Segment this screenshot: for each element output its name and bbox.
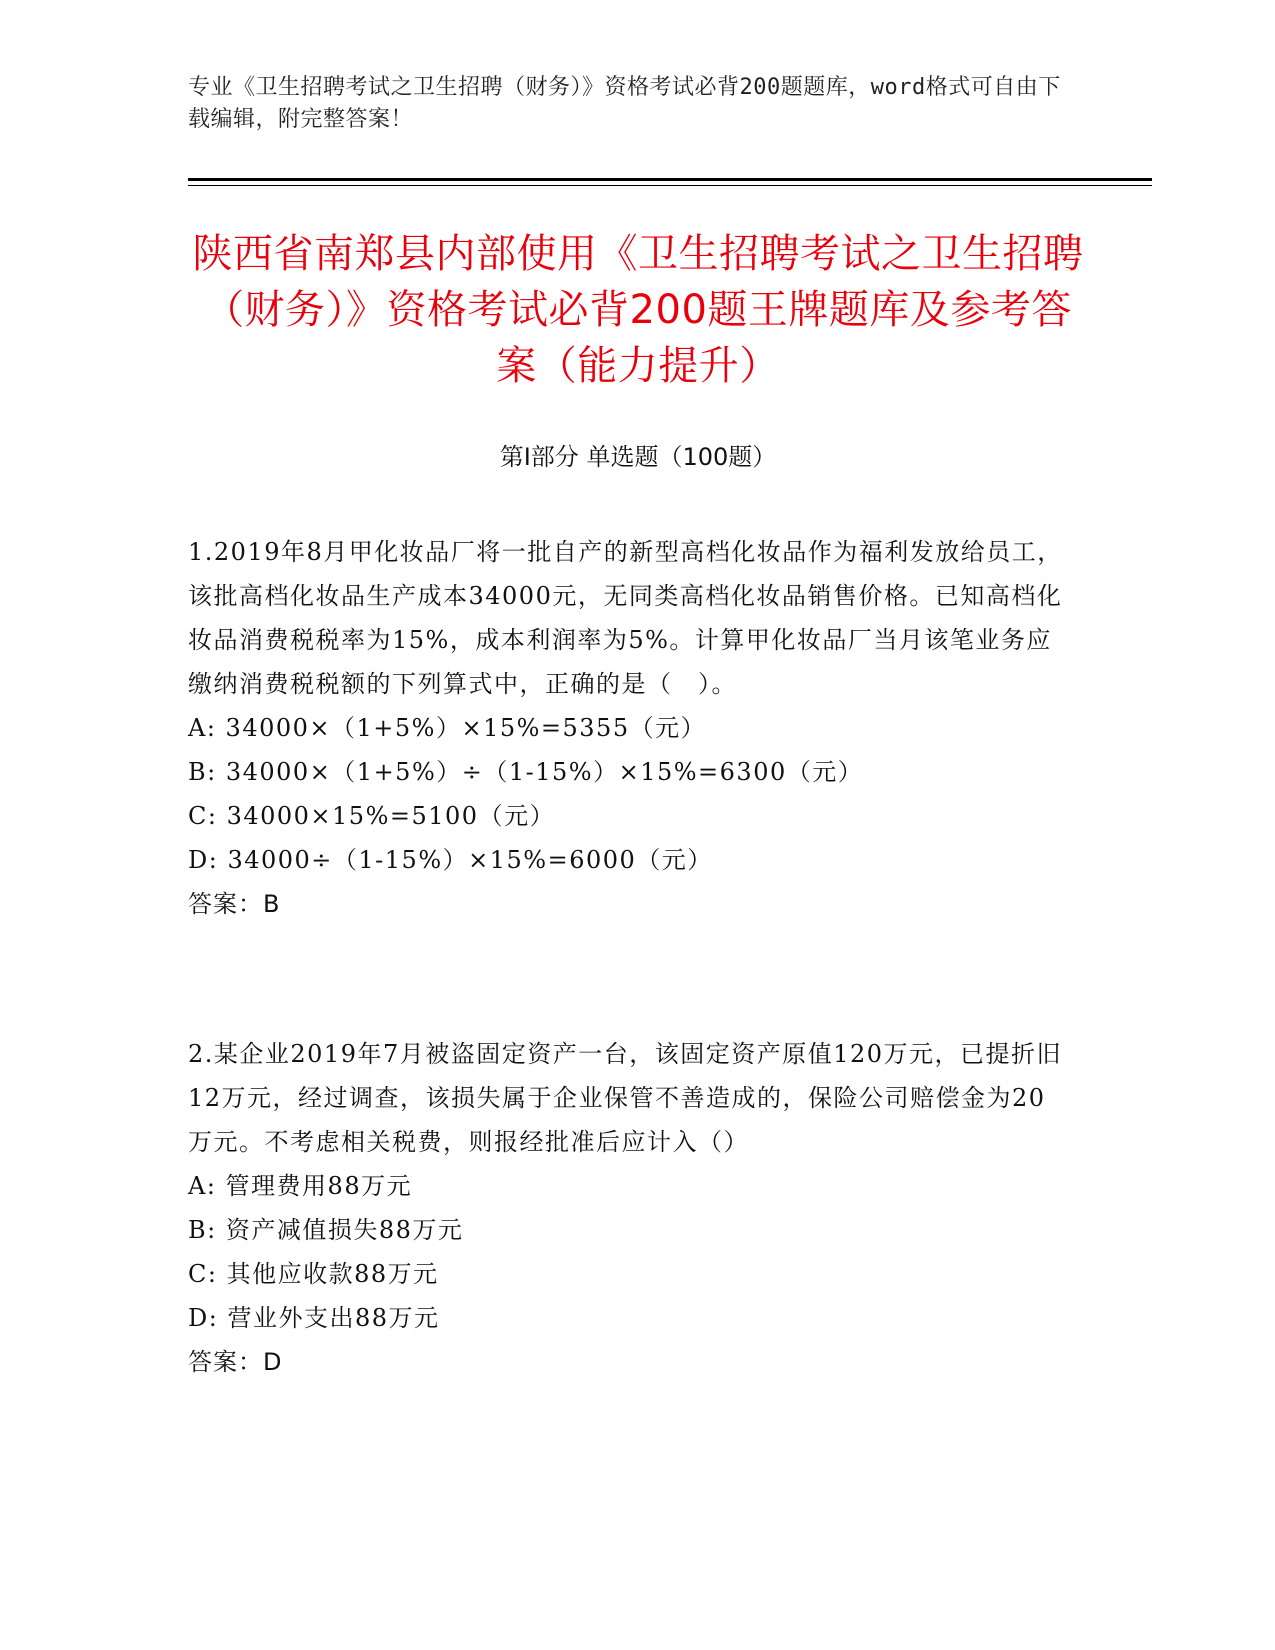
option-b: B: 34000×（1+5%）÷（1-15%）×15%=6300（元） <box>188 758 864 786</box>
header-rule-thick <box>188 178 1152 181</box>
option-c: C: 其他应收款88万元 <box>188 1260 439 1288</box>
section-title: 第I部分 单选题（100题） <box>499 443 777 471</box>
question-1 <box>188 530 1068 926</box>
option-a: A: 管理费用88万元 <box>188 1172 413 1200</box>
question-stem: 1.2019年8月甲化妆品厂将一批自产的新型高档化妆品作为福利发放给员工，该批高档化妆品生产成本34000元，无同类高档化妆品销售价格。已知高档化妆品消费税税率为15%，成本利润率为5%。计算甲化妆品厂当月该笔业务应缴纳消费税税额的下列算式中，正确的是（ ）。 <box>188 538 1063 698</box>
question-2 <box>188 1032 1068 1384</box>
document-title: 陕西省南郑县内部使用《卫生招聘考试之卫生招聘（财务）》资格考试必背200题王牌题库及参考答案（能力提升） <box>192 231 1084 389</box>
option-d: D: 34000÷（1-15%）×15%=6000（元） <box>188 846 713 874</box>
answer: 答案：D <box>188 1348 283 1376</box>
option-c: C: 34000×15%=5100（元） <box>188 802 556 830</box>
header-rule-thin <box>188 185 1152 186</box>
question-stem: 2.某企业2019年7月被盗固定资产一台，该固定资产原值120万元，已提折旧12万元，经过调查，该损失属于企业保管不善造成的，保险公司赔偿金为20万元。不考虑相关税费，则报经批准后应计入（） <box>188 1040 1063 1156</box>
option-a: A: 34000×（1+5%）×15%=5355（元） <box>188 714 707 742</box>
option-b: B: 资产减值损失88万元 <box>188 1216 464 1244</box>
header-note: 专业《卫生招聘考试之卫生招聘（财务）》资格考试必背200题题库，word格式可自由下载编辑，附完整答案！ <box>188 75 1061 132</box>
answer: 答案：B <box>188 890 281 918</box>
option-d: D: 营业外支出88万元 <box>188 1304 440 1332</box>
